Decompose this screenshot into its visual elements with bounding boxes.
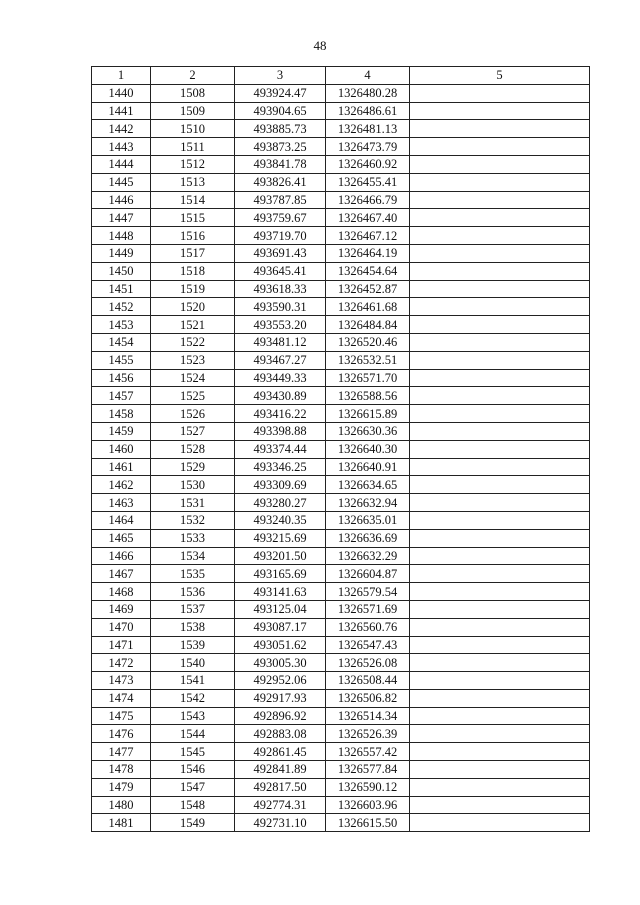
table-cell xyxy=(410,102,590,120)
table-cell: 492817.50 xyxy=(235,778,326,796)
table-cell: 1326466.79 xyxy=(326,191,410,209)
table-body xyxy=(92,84,590,831)
table-cell: 493873.25 xyxy=(235,138,326,156)
table-row xyxy=(92,707,590,725)
table-row xyxy=(92,280,590,298)
table-cell: 492841.89 xyxy=(235,761,326,779)
table-cell: 492952.06 xyxy=(235,672,326,690)
table-row xyxy=(92,173,590,191)
table-cell: 1326467.12 xyxy=(326,227,410,245)
table-cell xyxy=(410,529,590,547)
table-cell: 492883.08 xyxy=(235,725,326,743)
table-cell: 1463 xyxy=(92,494,151,512)
table-cell: 1539 xyxy=(151,636,235,654)
table-cell: 1326571.70 xyxy=(326,369,410,387)
table-row xyxy=(92,796,590,814)
table-cell: 1510 xyxy=(151,120,235,138)
table-row xyxy=(92,138,590,156)
table-cell xyxy=(410,494,590,512)
table-cell: 493787.85 xyxy=(235,191,326,209)
table-row xyxy=(92,244,590,262)
table-cell: 1326454.64 xyxy=(326,262,410,280)
table-cell xyxy=(410,636,590,654)
table-cell: 1326557.42 xyxy=(326,743,410,761)
table-cell xyxy=(410,511,590,529)
table-cell: 1326590.12 xyxy=(326,778,410,796)
table-row xyxy=(92,84,590,102)
table-cell: 1477 xyxy=(92,743,151,761)
table-cell: 493125.04 xyxy=(235,600,326,618)
table-row xyxy=(92,761,590,779)
column-header: 1 xyxy=(92,67,151,85)
table-cell: 1326603.96 xyxy=(326,796,410,814)
column-header: 4 xyxy=(326,67,410,85)
table-row xyxy=(92,511,590,529)
table-row xyxy=(92,209,590,227)
table-cell xyxy=(410,565,590,583)
table-cell: 1540 xyxy=(151,654,235,672)
table-cell: 1522 xyxy=(151,333,235,351)
table-cell: 1529 xyxy=(151,458,235,476)
table-cell xyxy=(410,209,590,227)
table-row xyxy=(92,654,590,672)
table-cell: 493924.47 xyxy=(235,84,326,102)
table-cell: 1547 xyxy=(151,778,235,796)
table-row xyxy=(92,262,590,280)
table-cell: 1445 xyxy=(92,173,151,191)
table-row xyxy=(92,636,590,654)
table-cell xyxy=(410,120,590,138)
coordinates-table xyxy=(91,66,590,832)
table-cell: 1451 xyxy=(92,280,151,298)
table-cell xyxy=(410,583,590,601)
table-row xyxy=(92,476,590,494)
table-row xyxy=(92,422,590,440)
table-cell: 1524 xyxy=(151,369,235,387)
table-row xyxy=(92,672,590,690)
table-cell: 1326455.41 xyxy=(326,173,410,191)
table-cell: 492917.93 xyxy=(235,689,326,707)
table-cell xyxy=(410,796,590,814)
table-cell: 1513 xyxy=(151,173,235,191)
table-cell: 1546 xyxy=(151,761,235,779)
table-cell: 1326630.36 xyxy=(326,422,410,440)
table-cell xyxy=(410,654,590,672)
table-row xyxy=(92,814,590,832)
table-cell xyxy=(410,440,590,458)
table-cell: 1326615.50 xyxy=(326,814,410,832)
table-cell: 1518 xyxy=(151,262,235,280)
table-cell: 1536 xyxy=(151,583,235,601)
table-cell: 1460 xyxy=(92,440,151,458)
table-cell: 1466 xyxy=(92,547,151,565)
table-cell: 1472 xyxy=(92,654,151,672)
table-cell: 1449 xyxy=(92,244,151,262)
table-cell: 1468 xyxy=(92,583,151,601)
table-row xyxy=(92,565,590,583)
table-cell: 1469 xyxy=(92,600,151,618)
table-cell: 493309.69 xyxy=(235,476,326,494)
table-row xyxy=(92,316,590,334)
table-cell: 493051.62 xyxy=(235,636,326,654)
table-cell: 1326635.01 xyxy=(326,511,410,529)
table-cell: 1326634.65 xyxy=(326,476,410,494)
table-cell: 493645.41 xyxy=(235,262,326,280)
table-cell: 1453 xyxy=(92,316,151,334)
table-cell xyxy=(410,743,590,761)
table-cell: 1326640.91 xyxy=(326,458,410,476)
table-cell: 1448 xyxy=(92,227,151,245)
table-cell: 1525 xyxy=(151,387,235,405)
table-cell xyxy=(410,725,590,743)
table-cell: 492896.92 xyxy=(235,707,326,725)
table-cell: 1326467.40 xyxy=(326,209,410,227)
table-cell xyxy=(410,814,590,832)
table-cell: 1443 xyxy=(92,138,151,156)
table-cell: 1326480.28 xyxy=(326,84,410,102)
table-cell: 1454 xyxy=(92,333,151,351)
table-cell: 1470 xyxy=(92,618,151,636)
table-cell: 493759.67 xyxy=(235,209,326,227)
table-cell xyxy=(410,618,590,636)
table-row xyxy=(92,743,590,761)
table-cell xyxy=(410,138,590,156)
table-cell: 1480 xyxy=(92,796,151,814)
table-cell: 1326484.84 xyxy=(326,316,410,334)
table-cell: 1508 xyxy=(151,84,235,102)
table-row xyxy=(92,778,590,796)
table-cell: 1533 xyxy=(151,529,235,547)
table-cell: 1471 xyxy=(92,636,151,654)
table-cell xyxy=(410,316,590,334)
table-cell: 1465 xyxy=(92,529,151,547)
table-cell: 1450 xyxy=(92,262,151,280)
table-cell: 1326577.84 xyxy=(326,761,410,779)
table-cell: 1326632.94 xyxy=(326,494,410,512)
table-cell: 1519 xyxy=(151,280,235,298)
table-cell: 493553.20 xyxy=(235,316,326,334)
table-row xyxy=(92,440,590,458)
table-cell xyxy=(410,262,590,280)
table-cell: 1537 xyxy=(151,600,235,618)
table-row xyxy=(92,689,590,707)
table-cell: 1531 xyxy=(151,494,235,512)
table-row xyxy=(92,298,590,316)
table-cell xyxy=(410,369,590,387)
table-cell: 1542 xyxy=(151,689,235,707)
table-cell: 493346.25 xyxy=(235,458,326,476)
table-cell: 493087.17 xyxy=(235,618,326,636)
table-row xyxy=(92,351,590,369)
table-cell: 1511 xyxy=(151,138,235,156)
table-cell xyxy=(410,547,590,565)
table-cell: 1476 xyxy=(92,725,151,743)
table-cell: 1479 xyxy=(92,778,151,796)
table-cell: 1455 xyxy=(92,351,151,369)
table-cell: 493904.65 xyxy=(235,102,326,120)
table-cell: 1481 xyxy=(92,814,151,832)
table-cell: 1457 xyxy=(92,387,151,405)
table-cell: 1326547.43 xyxy=(326,636,410,654)
table-cell: 1530 xyxy=(151,476,235,494)
table-cell xyxy=(410,227,590,245)
table-row xyxy=(92,120,590,138)
table-row xyxy=(92,458,590,476)
table-cell: 1544 xyxy=(151,725,235,743)
table-cell: 493885.73 xyxy=(235,120,326,138)
table-cell xyxy=(410,476,590,494)
table-cell: 1478 xyxy=(92,761,151,779)
table-cell xyxy=(410,600,590,618)
column-header: 3 xyxy=(235,67,326,85)
table-cell: 1509 xyxy=(151,102,235,120)
table-cell: 1464 xyxy=(92,511,151,529)
table-cell xyxy=(410,298,590,316)
table-row xyxy=(92,529,590,547)
table-cell: 1521 xyxy=(151,316,235,334)
table-row xyxy=(92,405,590,423)
table-cell: 1528 xyxy=(151,440,235,458)
table-cell: 493215.69 xyxy=(235,529,326,547)
table-cell: 1523 xyxy=(151,351,235,369)
table-cell: 1512 xyxy=(151,155,235,173)
table-cell: 1326526.08 xyxy=(326,654,410,672)
table-cell: 1326560.76 xyxy=(326,618,410,636)
table-cell: 1326473.79 xyxy=(326,138,410,156)
table-cell: 1326520.46 xyxy=(326,333,410,351)
table-row xyxy=(92,191,590,209)
table-cell: 1326514.34 xyxy=(326,707,410,725)
table-cell: 1535 xyxy=(151,565,235,583)
table-cell: 493590.31 xyxy=(235,298,326,316)
table-cell: 493416.22 xyxy=(235,405,326,423)
table-row xyxy=(92,155,590,173)
table-cell: 493826.41 xyxy=(235,173,326,191)
table-cell: 492731.10 xyxy=(235,814,326,832)
table-cell: 1459 xyxy=(92,422,151,440)
table-row xyxy=(92,583,590,601)
table-cell: 1520 xyxy=(151,298,235,316)
table-cell xyxy=(410,778,590,796)
table-cell: 1515 xyxy=(151,209,235,227)
table-cell: 1543 xyxy=(151,707,235,725)
table-cell: 1326464.19 xyxy=(326,244,410,262)
table-cell: 1517 xyxy=(151,244,235,262)
table-cell xyxy=(410,405,590,423)
table-cell: 493141.63 xyxy=(235,583,326,601)
table-cell xyxy=(410,387,590,405)
table-cell: 1444 xyxy=(92,155,151,173)
table-cell: 493201.50 xyxy=(235,547,326,565)
table-cell: 1532 xyxy=(151,511,235,529)
table-row xyxy=(92,333,590,351)
table-cell: 493280.27 xyxy=(235,494,326,512)
table-row xyxy=(92,387,590,405)
table-cell xyxy=(410,155,590,173)
table-cell: 493005.30 xyxy=(235,654,326,672)
table-row xyxy=(92,102,590,120)
table-cell: 493374.44 xyxy=(235,440,326,458)
table-cell: 1548 xyxy=(151,796,235,814)
table-cell: 1326588.56 xyxy=(326,387,410,405)
table-cell xyxy=(410,84,590,102)
table-cell xyxy=(410,761,590,779)
table-cell: 1474 xyxy=(92,689,151,707)
table-cell: 1534 xyxy=(151,547,235,565)
table-cell: 1456 xyxy=(92,369,151,387)
table-cell: 1549 xyxy=(151,814,235,832)
table-cell xyxy=(410,458,590,476)
table-cell: 1514 xyxy=(151,191,235,209)
table-cell: 493430.89 xyxy=(235,387,326,405)
table-row xyxy=(92,369,590,387)
table-cell: 1446 xyxy=(92,191,151,209)
table-cell xyxy=(410,173,590,191)
table-cell: 1541 xyxy=(151,672,235,690)
table-cell: 1516 xyxy=(151,227,235,245)
table-cell: 1326632.29 xyxy=(326,547,410,565)
table-cell: 493449.33 xyxy=(235,369,326,387)
table-cell: 1441 xyxy=(92,102,151,120)
table-cell: 1462 xyxy=(92,476,151,494)
table-cell: 1473 xyxy=(92,672,151,690)
table-cell: 1447 xyxy=(92,209,151,227)
table-cell: 1326571.69 xyxy=(326,600,410,618)
table-cell: 1467 xyxy=(92,565,151,583)
table-cell: 1475 xyxy=(92,707,151,725)
table-cell: 1326481.13 xyxy=(326,120,410,138)
table-cell xyxy=(410,422,590,440)
table-cell: 1458 xyxy=(92,405,151,423)
table-cell: 1526 xyxy=(151,405,235,423)
table-cell: 493467.27 xyxy=(235,351,326,369)
table-cell: 1326506.82 xyxy=(326,689,410,707)
table-cell: 493618.33 xyxy=(235,280,326,298)
table-cell xyxy=(410,280,590,298)
table-cell: 493165.69 xyxy=(235,565,326,583)
column-header: 2 xyxy=(151,67,235,85)
table-cell: 1527 xyxy=(151,422,235,440)
table-cell: 493398.88 xyxy=(235,422,326,440)
table-cell: 493691.43 xyxy=(235,244,326,262)
page-number: 48 xyxy=(313,38,327,53)
table-row xyxy=(92,618,590,636)
table-cell: 1326461.68 xyxy=(326,298,410,316)
table-cell: 1545 xyxy=(151,743,235,761)
table-row xyxy=(92,494,590,512)
table-cell: 493719.70 xyxy=(235,227,326,245)
table-cell xyxy=(410,672,590,690)
table-cell: 1461 xyxy=(92,458,151,476)
table-cell: 1326615.89 xyxy=(326,405,410,423)
table-cell xyxy=(410,689,590,707)
table-row xyxy=(92,600,590,618)
table-cell: 492861.45 xyxy=(235,743,326,761)
table-cell: 1326579.54 xyxy=(326,583,410,601)
table-cell: 1326526.39 xyxy=(326,725,410,743)
table-cell: 1326460.92 xyxy=(326,155,410,173)
table-cell: 1326636.69 xyxy=(326,529,410,547)
column-header: 5 xyxy=(410,67,590,85)
table-cell: 1326604.87 xyxy=(326,565,410,583)
table-cell xyxy=(410,191,590,209)
table-cell: 1442 xyxy=(92,120,151,138)
table-cell xyxy=(410,244,590,262)
table-cell: 492774.31 xyxy=(235,796,326,814)
table-cell: 493841.78 xyxy=(235,155,326,173)
table-cell: 1326532.51 xyxy=(326,351,410,369)
table-cell: 1326508.44 xyxy=(326,672,410,690)
table-cell: 1538 xyxy=(151,618,235,636)
table-cell: 1326640.30 xyxy=(326,440,410,458)
table-cell: 493481.12 xyxy=(235,333,326,351)
table-row xyxy=(92,227,590,245)
table-header-row xyxy=(92,67,590,85)
table-cell xyxy=(410,707,590,725)
table-cell: 1440 xyxy=(92,84,151,102)
table-cell: 1326486.61 xyxy=(326,102,410,120)
table-cell: 1452 xyxy=(92,298,151,316)
table-row xyxy=(92,547,590,565)
table-cell xyxy=(410,351,590,369)
table-cell: 493240.35 xyxy=(235,511,326,529)
table-cell: 1326452.87 xyxy=(326,280,410,298)
table-row xyxy=(92,725,590,743)
table-cell xyxy=(410,333,590,351)
